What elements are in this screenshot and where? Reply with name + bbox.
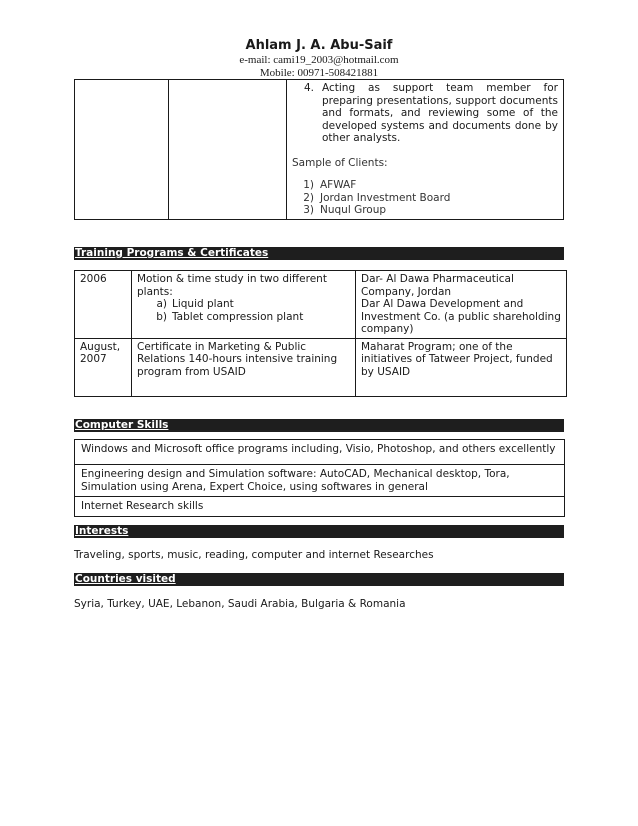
countries-text: Syria, Turkey, UAE, Lebanon, Saudi Arabia, Bulgaria & Romania <box>74 598 406 610</box>
clients-list <box>292 179 558 217</box>
table-row <box>75 497 565 517</box>
section-header-interests <box>74 525 564 538</box>
list-marker: b) <box>156 310 167 323</box>
section-title: Computer Skills <box>75 419 169 431</box>
section-header-training <box>74 247 564 260</box>
section-title: Interests <box>75 525 129 537</box>
skill-item: Windows and Microsoft office programs including, Visio, Photoshop, and others excellently <box>75 440 565 465</box>
training-program <box>132 338 356 396</box>
duty-item-text: Acting as support team member for preparing presentations, support documents and formats, and reviewing some of the developed systems and documents done by other analysts. <box>322 82 558 144</box>
duty-item <box>292 82 558 145</box>
program-title: Certificate in Marketing & Public Relations 140-hours intensive training program from USAID <box>137 340 338 378</box>
program-title: Motion & time study in two different plants: <box>137 273 327 298</box>
clients-title: Sample of Clients: <box>292 156 388 169</box>
section-title: Countries visited <box>75 573 176 585</box>
list-marker: a) <box>156 298 167 310</box>
training-table <box>74 270 567 397</box>
client-name: Nuqul Group <box>320 204 387 216</box>
experience-company-cell <box>169 80 287 220</box>
training-date: August, 2007 <box>75 338 132 396</box>
list-item <box>137 311 350 324</box>
section-header-computer-skills <box>74 419 564 432</box>
skill-item: Engineering design and Simulation software: AutoCAD, Mechanical desktop, Tora, Simulation using Arena, Expert Choice, using softwares in general <box>75 465 565 497</box>
client-name: Jordan Investment Board <box>320 191 451 204</box>
contact-email: e-mail: cami19_2003@hotmail.com <box>239 54 399 66</box>
experience-date-cell <box>75 80 169 220</box>
computer-skills-table <box>74 439 565 517</box>
training-date: 2006 <box>75 271 132 339</box>
list-item <box>292 192 558 205</box>
candidate-name: Ahlam J. A. Abu-Saif <box>245 38 393 53</box>
list-marker: 1) <box>303 179 314 191</box>
table-row <box>75 271 567 339</box>
experience-duties-cell <box>287 80 564 220</box>
training-organization: Maharat Program; one of the initiatives of Tatweer Project, funded by USAID <box>356 338 567 396</box>
list-marker: 2) <box>303 191 314 204</box>
contact-mobile: Mobile: 00971-508421881 <box>259 67 379 79</box>
table-row <box>75 338 567 396</box>
list-item <box>292 204 558 217</box>
list-item <box>137 298 350 311</box>
program-item: Tablet compression plant <box>172 310 304 323</box>
section-title: Training Programs & Certificates <box>75 247 269 259</box>
list-marker: 3) <box>303 204 314 216</box>
section-header-countries <box>74 573 564 586</box>
table-row <box>75 465 565 497</box>
list-item <box>292 179 558 192</box>
client-name: AFWAF <box>320 179 357 191</box>
interests-text: Traveling, sports, music, reading, computer and internet Researches <box>74 549 434 561</box>
program-item: Liquid plant <box>172 298 234 310</box>
resume-header <box>0 38 638 80</box>
skill-item: Internet Research skills <box>75 497 565 517</box>
table-row <box>75 440 565 465</box>
duty-item-number: 4. <box>303 82 314 94</box>
experience-table <box>74 79 564 220</box>
training-program <box>132 271 356 339</box>
training-organization: Dar- Al Dawa Pharmaceutical Company, Jordan Dar Al Dawa Development and Investment Co. (a public shareholding company) <box>356 271 567 339</box>
table-row <box>75 80 564 220</box>
